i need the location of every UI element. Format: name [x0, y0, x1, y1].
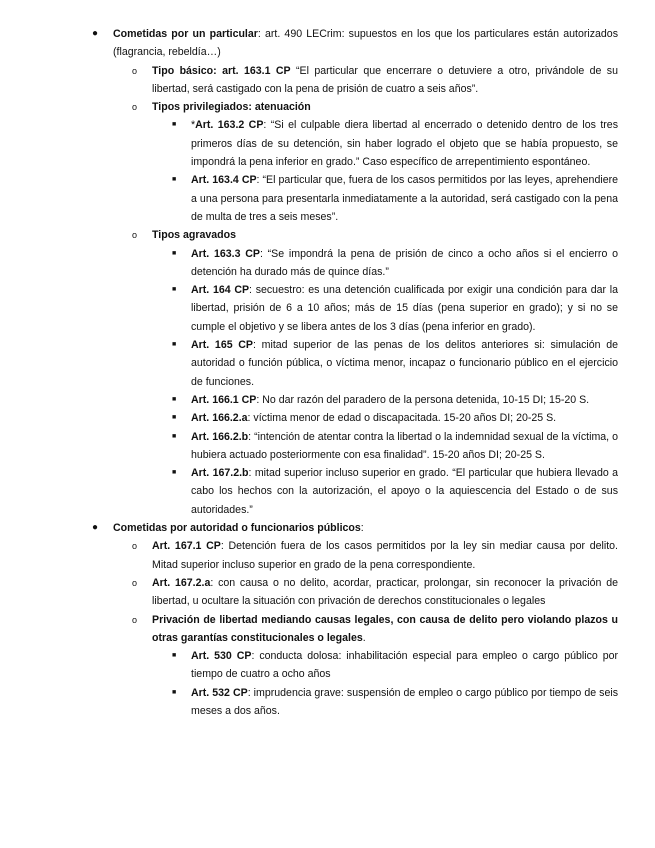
bullet-circle-icon: o — [132, 577, 138, 588]
bullet-square-icon: ■ — [172, 414, 177, 422]
section-text: : — [360, 522, 364, 535]
item-label: Art. 166.1 CP — [191, 393, 257, 406]
item-text: : mitad superior de las penas de los delitos anteriores si: simulación de autoridad o función pública, o víctima menor, incapaz o funcionario público en el ejercicio de funciones. — [191, 339, 618, 388]
subsection-label: Art. 167.2.a — [152, 576, 211, 589]
bullet-square-icon: ■ — [172, 432, 177, 440]
subsection-privacion-causas-legales — [132, 611, 618, 648]
item-label: Art. 164 CP — [191, 284, 250, 297]
section-particular — [92, 25, 618, 62]
bullet-square-icon: ■ — [172, 688, 177, 696]
item-prefix: * — [191, 119, 196, 132]
bullet-square-icon: ■ — [172, 341, 177, 349]
list-item — [172, 336, 618, 391]
subsection-label: Privación de libertad mediando causas legales, con causa de delito pero violando plazos u otras garantías constitucionales o legales — [152, 613, 618, 644]
item-label: Art. 166.2.a — [191, 412, 248, 425]
item-text: : víctima menor de edad o discapacitada. 15-20 años DI; 20-25 S. — [247, 412, 557, 425]
subsection-art-167-1 — [132, 537, 619, 574]
section-text: : art. 490 LECrim: supuestos en los que los particulares están autorizados (flagrancia, rebeldía…) — [113, 28, 618, 59]
subsection-art-167-2-a — [132, 574, 618, 611]
list-item — [172, 647, 619, 684]
bullet-circle-icon: o — [132, 65, 138, 76]
list-item — [172, 428, 618, 465]
subsection-label: Tipo básico: art. 163.1 CP — [152, 64, 291, 77]
item-text: : “El particular que, fuera de los casos permitidos por las leyes, aprehendiere a una persona para presentarla inmediatamente a la autoridad, será castigado con la pena de multa de tres a seis meses”. — [191, 174, 619, 223]
bullet-disc-icon: ● — [92, 28, 99, 39]
subsection-text: : con causa o no delito, acordar, practicar, prolongar, sin reconocer la privación de libertad, u ocultare la situación con privación de derechos constitucionales o legales — [152, 576, 618, 608]
subsection-text: . — [362, 631, 366, 644]
bullet-square-icon: ■ — [172, 176, 177, 184]
bullet-square-icon: ■ — [172, 395, 177, 403]
item-text: : mitad superior incluso superior en grado. “El particular que hubiera llevado a cabo los hechos con la autorización, el apoyo o la aquiescencia del Estado o de sus autoridades.” — [191, 467, 618, 516]
item-label: Art. 532 CP — [191, 686, 248, 699]
item-label: Art. 163.3 CP — [191, 247, 260, 260]
bullet-square-icon: ■ — [172, 121, 177, 129]
subsection-label: Tipos privilegiados: atenuación — [152, 101, 311, 114]
item-label: Art. 530 CP — [191, 650, 252, 663]
subsection-label: Tipos agravados — [152, 229, 236, 242]
list-item — [172, 409, 618, 427]
list-item — [172, 391, 618, 409]
bullet-circle-icon: o — [132, 614, 138, 625]
bullet-square-icon: ■ — [172, 652, 177, 660]
bullet-circle-icon: o — [132, 102, 138, 113]
document-page — [0, 25, 655, 720]
item-text: : conducta dolosa: inhabilitación especial para empleo o cargo público por tiempo de cuatro a ocho años — [191, 650, 619, 681]
item-label: Art. 163.2 CP — [195, 119, 264, 132]
bullet-circle-icon: o — [132, 541, 138, 552]
subsection-text: : Detención fuera de los casos permitidos por la ley sin mediar causa por delito. Mitad superior incluso superior en grado de la pena correspondiente. — [152, 540, 619, 571]
subsection-text: “El particular que encerrare o detuviere a otro, privándole de su libertad, será castigado con la pena de prisión de cuatro a seis años”. — [152, 64, 618, 95]
subsection-tipos-agravados — [132, 226, 618, 244]
list-item — [172, 464, 618, 519]
item-label: Art. 167.2.b — [191, 467, 249, 480]
item-text: : “Se impondrá la pena de prisión de cinco a ocho años si el encierro o detención ha durado más de quince días.” — [191, 247, 618, 278]
subsection-label: Art. 167.1 CP — [152, 540, 221, 553]
bullet-circle-icon: o — [132, 230, 138, 241]
list-item — [172, 245, 618, 282]
bullet-disc-icon: ● — [92, 522, 99, 534]
item-text: : “intención de atentar contra la libertad o la indemnidad sexual de la víctima, o hubiera actuado posteriormente con esa finalidad”. 15-20 años DI; 20-25 S. — [191, 430, 618, 461]
list-item — [172, 171, 619, 226]
item-label: Art. 163.4 CP — [191, 174, 257, 187]
item-text: : secuestro: es una detención cualificada por exigir una condición para dar la libertad, prisión de 6 a 10 años; más de 15 días (pena superior en grado); y si no se cumple el objetivo y se libera antes de los 3 días (pena inferior en grado). — [191, 284, 618, 333]
section-title: Cometidas por un particular — [113, 28, 258, 40]
item-text: : No dar razón del paradero de la persona detenida, 10-15 DI; 15-20 S. — [256, 393, 590, 406]
bullet-square-icon: ■ — [172, 286, 177, 294]
section-title: Cometidas por autoridad o funcionarios públicos — [113, 522, 361, 535]
item-label: Art. 166.2.b — [191, 430, 249, 443]
bullet-square-icon: ■ — [172, 249, 177, 257]
item-text: : imprudencia grave: suspensión de empleo o cargo público por tiempo de seis meses a dos años. — [191, 686, 618, 717]
bullet-square-icon: ■ — [172, 469, 177, 477]
subsection-tipos-privilegiados — [132, 98, 618, 116]
list-item — [172, 684, 618, 721]
section-autoridad — [92, 519, 618, 537]
list-item — [172, 116, 618, 171]
item-text: : “Si el culpable diera libertad al encerrado o detenido dentro de los tres primeros días de su detención, sin haber logrado el objeto que se había propuesto, se impondrá la pena inferior en grado.” Caso específico de arrepentimiento espontáneo. — [191, 119, 618, 169]
list-item — [172, 281, 618, 336]
item-label: Art. 165 CP — [191, 339, 254, 352]
subsection-tipo-basico — [132, 62, 618, 99]
